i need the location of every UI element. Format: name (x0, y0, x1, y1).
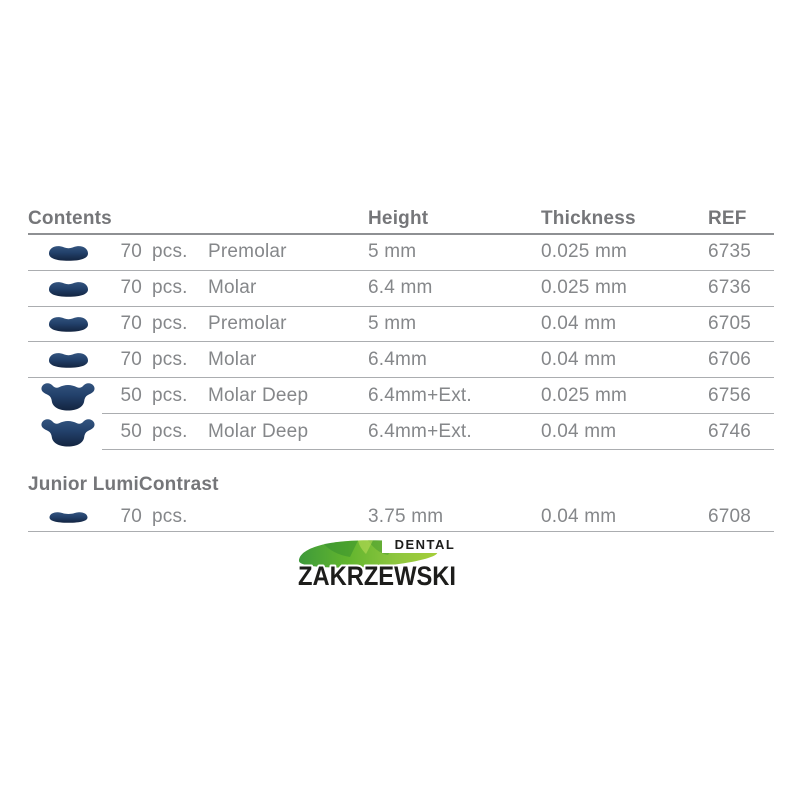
row-quantity: 50 (120, 385, 142, 407)
table-rows (28, 235, 774, 450)
row-ref-value: 6705 (708, 312, 752, 334)
column-header-ref: REF (708, 207, 747, 229)
table-row (28, 342, 774, 378)
row-unit: pcs. (152, 385, 188, 407)
row-ref-value: 6708 (708, 505, 752, 527)
row-type: Molar Deep (208, 420, 309, 442)
row-ref-value: 6706 (708, 348, 752, 370)
matrix-band-deep-icon (28, 378, 108, 414)
logo-dental-text: DENTAL (394, 537, 456, 552)
row-ref-value: 6736 (708, 277, 752, 299)
row-unit: pcs. (152, 420, 188, 442)
row-quantity: 70 (120, 241, 142, 263)
row-unit: pcs. (152, 277, 188, 299)
row-unit: pcs. (152, 505, 188, 527)
table-header-row (28, 204, 774, 235)
row-thickness-value: 0.04 mm (541, 348, 617, 370)
row-unit: pcs. (152, 348, 188, 370)
row-unit: pcs. (152, 241, 188, 263)
row-unit: pcs. (152, 312, 188, 334)
table-row (28, 414, 774, 450)
row-type: Premolar (208, 312, 287, 334)
table-row (28, 503, 774, 532)
row-type: Molar Deep (208, 385, 309, 407)
row-height-value: 5 mm (368, 241, 417, 263)
matrix-band-junior-icon (28, 503, 108, 531)
row-thickness-value: 0.025 mm (541, 277, 628, 299)
matrix-band-icon (28, 235, 108, 270)
spec-table (28, 204, 774, 532)
row-thickness-value: 0.04 mm (541, 312, 617, 334)
row-height-value: 6.4mm+Ext. (368, 385, 472, 407)
column-header-thickness: Thickness (541, 207, 636, 229)
row-quantity: 70 (120, 505, 142, 527)
row-type: Molar (208, 348, 257, 370)
row-thickness-value: 0.025 mm (541, 385, 628, 407)
row-ref-value: 6756 (708, 385, 752, 407)
matrix-band-icon (28, 307, 108, 342)
logo-zakrzewski-text: ZAKRZEWSKI (298, 561, 456, 591)
column-header-height: Height (368, 207, 429, 229)
section-title-junior: Junior LumiContrast (28, 473, 219, 495)
column-header-contents: Contents (28, 207, 112, 229)
matrix-band-icon (28, 271, 108, 306)
row-quantity: 50 (120, 420, 142, 442)
row-height-value: 6.4mm (368, 348, 428, 370)
row-quantity: 70 (120, 348, 142, 370)
row-height-value: 5 mm (368, 312, 417, 334)
row-ref-value: 6735 (708, 241, 752, 263)
junior-table-rows (28, 503, 774, 532)
table-row (28, 378, 774, 414)
table-row (28, 235, 774, 271)
matrix-band-deep-icon (28, 414, 108, 450)
row-type: Premolar (208, 241, 287, 263)
table-row (28, 271, 774, 307)
row-ref-value: 6746 (708, 420, 752, 442)
row-thickness-value: 0.025 mm (541, 241, 628, 263)
row-quantity: 70 (120, 312, 142, 334)
row-thickness-value: 0.04 mm (541, 420, 617, 442)
row-height-value: 6.4 mm (368, 277, 433, 299)
table-row (28, 307, 774, 343)
row-height-value: 3.75 mm (368, 505, 444, 527)
matrix-band-icon (28, 342, 108, 377)
brand-logo (296, 535, 460, 593)
row-thickness-value: 0.04 mm (541, 505, 617, 527)
row-type: Molar (208, 277, 257, 299)
row-height-value: 6.4mm+Ext. (368, 420, 472, 442)
row-quantity: 70 (120, 277, 142, 299)
